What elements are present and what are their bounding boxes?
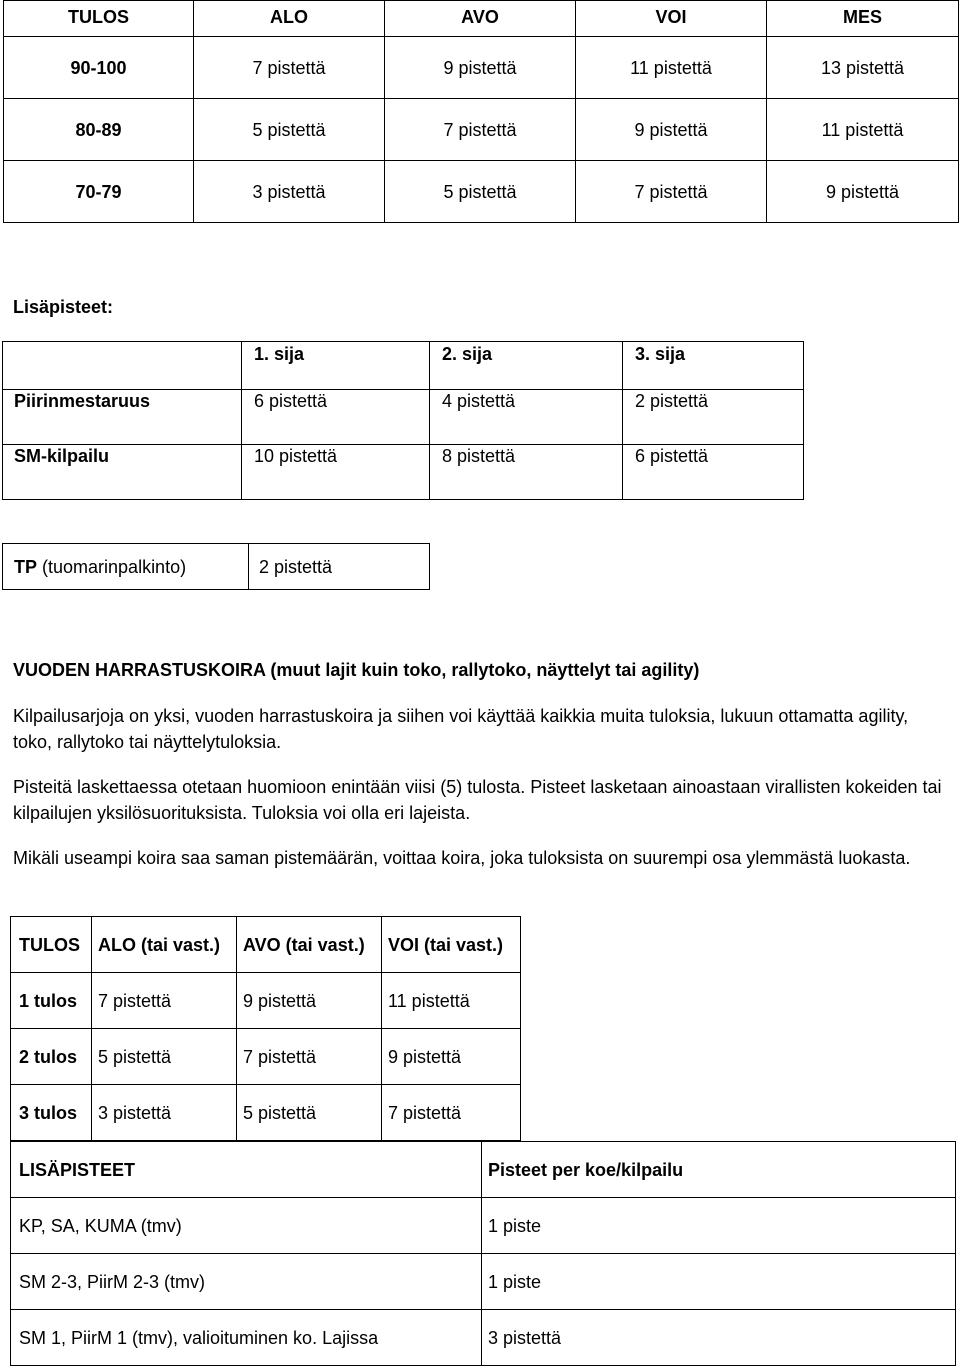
- judge-prize-table: [2, 543, 430, 590]
- extra-points-table: [10, 1141, 956, 1366]
- table-header-row: [4, 1, 959, 37]
- competition-name-cell: SM-kilpailu: [3, 445, 242, 500]
- table-cell: 1 piste: [482, 1198, 956, 1254]
- header-cell: TULOS: [4, 1, 194, 37]
- table-cell: 5 pistettä: [194, 99, 385, 161]
- table-cell: 9 pistettä: [382, 1029, 521, 1085]
- result-rank-cell: 3 tulos: [11, 1085, 92, 1141]
- tp-abbreviation: TP: [14, 556, 38, 577]
- table-header-row: [11, 1142, 956, 1198]
- extra-points-label: Lisäpisteet:: [13, 297, 114, 317]
- table-cell: 7 pistettä: [385, 99, 576, 161]
- table-cell: 7 pistettä: [92, 973, 237, 1029]
- table-cell: 9 pistettä: [237, 973, 382, 1029]
- table-cell: 11 pistettä: [382, 973, 521, 1029]
- table-cell: 5 pistettä: [92, 1029, 237, 1085]
- table-cell: 11 pistettä: [767, 99, 959, 161]
- table-cell: 3 pistettä: [194, 161, 385, 223]
- table-row: [11, 1198, 956, 1254]
- result-range-cell: 80-89: [4, 99, 194, 161]
- table-row: [3, 390, 804, 445]
- header-cell: Pisteet per koe/kilpailu: [482, 1142, 956, 1198]
- table-cell: 9 pistettä: [385, 37, 576, 99]
- table-cell: 4 pistettä: [430, 390, 623, 445]
- header-cell: 2. sija: [430, 342, 623, 390]
- table-cell: 3 pistettä: [482, 1310, 956, 1366]
- paragraph: Pisteitä laskettaessa otetaan huomioon enintään viisi (5) tulosta. Pisteet lasketaan ainoastaan virallisten kokeiden tai kilpailujen yksilösuorituksista. Tuloksia voi olla eri lajeista.: [13, 777, 942, 823]
- table-cell: 6 pistettä: [623, 445, 804, 500]
- header-cell: AVO: [385, 1, 576, 37]
- table-cell: KP, SA, KUMA (tmv): [11, 1198, 482, 1254]
- table-cell: 5 pistettä: [385, 161, 576, 223]
- table-row: [4, 161, 959, 223]
- table-header-row: [11, 917, 521, 973]
- table-cell: 7 pistettä: [576, 161, 767, 223]
- results-points-table: [3, 0, 959, 223]
- table-cell: 2 pistettä: [249, 544, 430, 590]
- header-cell: LISÄPISTEET: [11, 1142, 482, 1198]
- table-header-row: [3, 342, 804, 390]
- table-cell: 9 pistettä: [767, 161, 959, 223]
- placement-points-table: [2, 341, 804, 500]
- header-cell: 3. sija: [623, 342, 804, 390]
- header-cell: TULOS: [11, 917, 92, 973]
- table-cell: 5 pistettä: [237, 1085, 382, 1141]
- table-cell: SM 1, PiirM 1 (tmv), valioituminen ko. Lajissa: [11, 1310, 482, 1366]
- paragraph: Mikäli useampi koira saa saman pistemäärän, voittaa koira, joka tuloksista on suurempi osa ylemmästä luokasta.: [13, 848, 911, 868]
- table-cell: 6 pistettä: [242, 390, 430, 445]
- header-cell: VOI: [576, 1, 767, 37]
- hobby-dog-results-table: [10, 916, 521, 1141]
- paragraph: Kilpailusarjoja on yksi, vuoden harrastuskoira ja siihen voi käyttää kaikkia muita tuloksia, lukuun ottamatta agility, toko, rallytoko tai näyttelytuloksia.: [13, 706, 909, 752]
- table-row: [11, 1310, 956, 1366]
- table-row: [11, 1254, 956, 1310]
- header-cell: 1. sija: [242, 342, 430, 390]
- table-row: [3, 544, 430, 590]
- header-cell: ALO: [194, 1, 385, 37]
- table-cell: 13 pistettä: [767, 37, 959, 99]
- table-cell: 9 pistettä: [576, 99, 767, 161]
- table-cell: 2 pistettä: [623, 390, 804, 445]
- table-row: [11, 973, 521, 1029]
- table-cell: 7 pistettä: [382, 1085, 521, 1141]
- header-cell: AVO (tai vast.): [237, 917, 382, 973]
- result-range-cell: 70-79: [4, 161, 194, 223]
- result-rank-cell: 1 tulos: [11, 973, 92, 1029]
- judge-prize-label-cell: [3, 544, 249, 590]
- competition-name-cell: Piirinmestaruus: [3, 390, 242, 445]
- table-row: [3, 445, 804, 500]
- header-cell: VOI (tai vast.): [382, 917, 521, 973]
- table-cell: 1 piste: [482, 1254, 956, 1310]
- section-heading: VUODEN HARRASTUSKOIRA (muut lajit kuin toko, rallytoko, näyttelyt tai agility): [13, 660, 700, 680]
- table-row: [4, 99, 959, 161]
- tp-description: (tuomarinpalkinto): [37, 556, 187, 577]
- table-cell: 10 pistettä: [242, 445, 430, 500]
- table-row: [11, 1029, 521, 1085]
- table-cell: 7 pistettä: [194, 37, 385, 99]
- result-range-cell: 90-100: [4, 37, 194, 99]
- table-cell: 8 pistettä: [430, 445, 623, 500]
- header-cell: MES: [767, 1, 959, 37]
- header-cell: ALO (tai vast.): [92, 917, 237, 973]
- table-row: [11, 1085, 521, 1141]
- table-cell: 3 pistettä: [92, 1085, 237, 1141]
- table-cell: 11 pistettä: [576, 37, 767, 99]
- table-row: [4, 37, 959, 99]
- header-cell: [3, 342, 242, 390]
- result-rank-cell: 2 tulos: [11, 1029, 92, 1085]
- table-cell: SM 2-3, PiirM 2-3 (tmv): [11, 1254, 482, 1310]
- table-cell: 7 pistettä: [237, 1029, 382, 1085]
